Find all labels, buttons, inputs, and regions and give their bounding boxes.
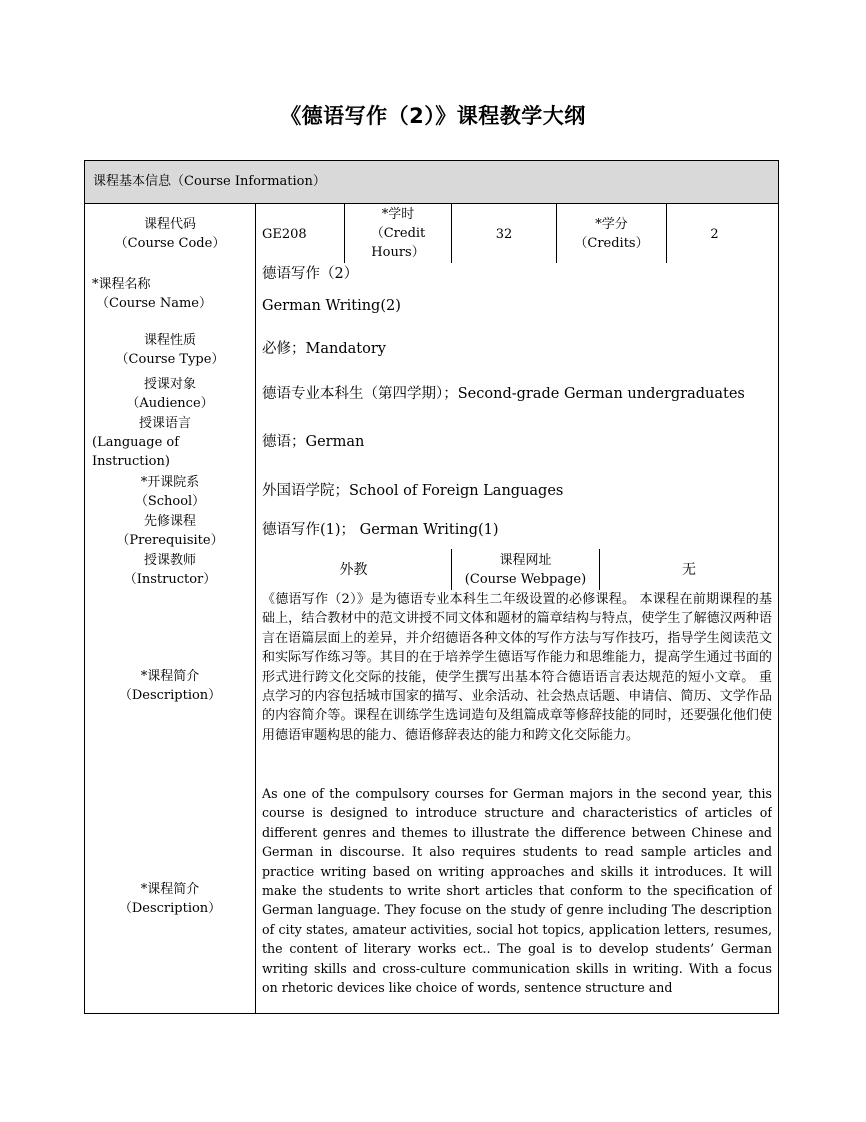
audience-label: 授课对象 （Audience） [126,377,214,411]
instructor-label: 授课教师 （Instructor） [123,553,217,587]
course-code-value: GE208 [262,227,307,242]
credits-value: 2 [710,227,719,242]
description-cn-label: *课程简介 （Description） [118,669,222,703]
course-name-cn: 德语写作（2） [262,266,359,282]
webpage-label: 课程网址 (Course Webpage) [464,553,587,587]
description-en-label: *课程简介 （Description） [118,882,222,916]
audience-value: 德语专业本科生（第四学期）；Second-grade German undergraduates [262,386,745,402]
prerequisite-value: 德语写作(1)； German Writing(1) [262,522,499,538]
school-label: *开课院系 （School） [134,475,206,509]
course-code-label: 课程代码 （Course Code） [114,217,226,251]
description-cn-text: 《德语写作（2）》是为德语专业本科生二年级设置的必修课程。 本课程在前期课程的基础上，结合教材中的范文讲授不同文体和题材的篇章结构与特点，使学生了解德汉两种语言在语篇层面上的差异，并介绍德语各种文体的写作方法与写作技巧，指导学生阅读范文和实际写作练习等。其目的在于培养学生德语写作能力和思维能力，提高学生通过书面的形式进行跨文化交际的技能，使学生撰写出基本符合德语语言表达规范的短小文章。 重点学习的内容包括城市国家的描写、业余活动、社会热点话题、申请信、简历、文学作品的内容简介等。课程在训练学生选词造句及组篇成章等修辞技能的同时，还要强化他们使用德语审题构思的能力、德语修辞表达的能力和跨文化交际能力。 [262,592,772,743]
course-name-label: *课程名称 （Course Name） [92,277,213,311]
credits-label: *学分 （Credits） [574,217,649,251]
course-type-label: 课程性质 （Course Type） [115,333,225,367]
course-name-en: German Writing(2) [262,298,401,314]
credit-hours-value: 32 [495,227,513,242]
instructor-value: 外教 [339,562,368,578]
school-value: 外国语学院；School of Foreign Languages [262,483,564,499]
course-type-value: 必修；Mandatory [262,341,386,357]
prerequisite-label: 先修课程 （Prerequisite） [116,514,224,548]
table-divider [255,204,256,1014]
credit-hours-label: *学时 （Credit Hours） [370,207,426,260]
language-value: 德语；German [262,434,365,450]
language-label: 授课语言 (Language of Instruction) [92,416,191,469]
page-title: 《德语写作（2）》课程教学大纲 [280,104,586,128]
description-en-text: As one of the compulsory courses for German majors in the second year, this course is designed to introduce structure and characteristics of articles of different genres and themes to illustrate the difference between Chinese and German in discourse. It also requires students to read sample articles and practice writing based on writing approaches and skills it introduces. It will make the students to write short articles that conform to the specification of German language. They focuse on the study of genre including The description of city states, amateur activities, social hot topics, application letters, resumes, the content of literary works ect.. The goal is to develop students’ German writing skills and cross-culture communication skills in writing. With a focus on rhetoric devices like choice of words, sentence structure and [262,786,772,996]
webpage-value: 无 [682,562,696,578]
section-header: 课程基本信息（Course Information） [85,161,778,204]
